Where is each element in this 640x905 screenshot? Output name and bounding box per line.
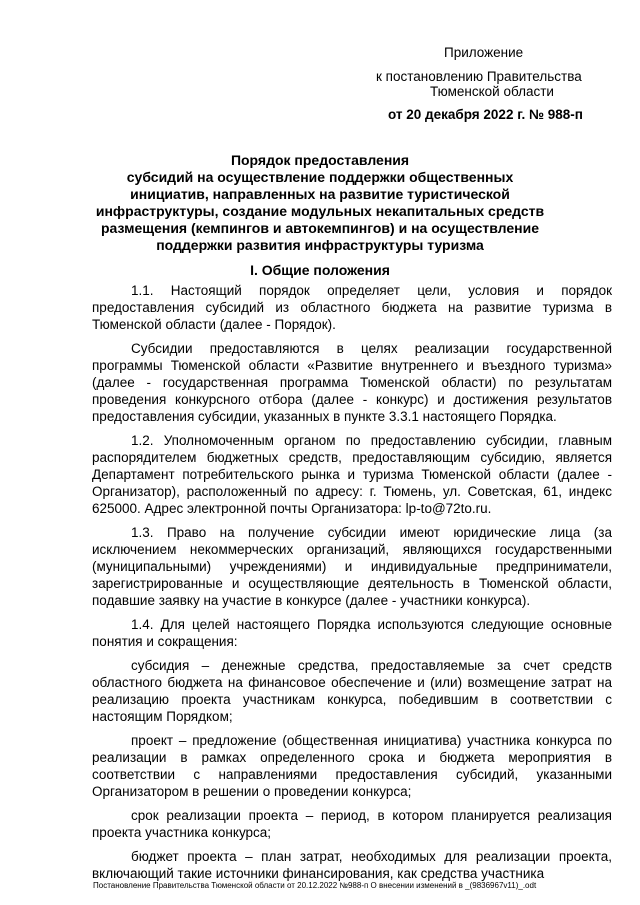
title-line-1: Порядок предоставления <box>230 152 410 168</box>
appendix-date-number: от 20 декабря 2022 г. № 988-п <box>388 107 583 122</box>
document-body <box>92 282 612 889</box>
paragraph: Субсидии предоставляются в целях реализации государственной программы Тюменской области «Развитие внутреннего и въездного туризма» (далее - государственная программа Тюменской области) по результатам проведения конкурсного отбора (далее - конкурс) и достижения результатов предоставления субсидии, указанных в пункте 3.3.1 настоящего Порядка. <box>92 341 612 424</box>
paragraph: бюджет проекта – план затрат, необходимых для реализации проекта, включающий такие источники финансирования, как средства участника <box>92 849 612 881</box>
paragraph: субсидия – денежные средства, предоставляемые за счет средств областного бюджета на финансовое обеспечение и (или) возмещение затрат на реализацию проекта участникам конкурса, победившим в соответствии с настоящим Порядком; <box>92 658 612 724</box>
document-title <box>95 152 545 254</box>
paragraph: 1.4. Для целей настоящего Порядка используются следующие основные понятия и сокращения: <box>92 617 612 649</box>
section-heading: I. Общие положения <box>250 262 390 278</box>
paragraph: 1.2. Уполномоченным органом по предоставлению субсидии, главным распорядителем бюджетных средств, предоставляющим субсидию, является Департамент потребительского рынка и туризма Тюменской области (далее - Организатор), расположенный по адресу: г. Тюмень, ул. Советская, 61, индекс 625000. Адрес электронной почты Организатора: lp-to@72to.ru. <box>92 433 612 516</box>
appendix-resolution-line: к постановлению Правительства <box>376 69 582 84</box>
document-footer: Постановление Правительства Тюменской области от 20.12.2022 №988-п О внесении изменений в _(9836967v11)_.odt <box>93 881 537 890</box>
paragraph: 1.3. Право на получение субсидии имеют юридические лица (за исключением некоммерческих организаций, являющихся государственными (муниципальными) учреждениями) и индивидуальные предприниматели, зарегистрированные и осуществляющие деятельность в Тюменской области, подавшие заявку на участие в конкурсе (далее - участники конкурса). <box>92 525 612 608</box>
paragraph: проект – предложение (общественная инициатива) участника конкурса по реализации в рамках определенного срока и бюджета мероприятия в соответствии с направлениями предоставления субсидий, указанными Организатором в решении о проведении конкурса; <box>92 733 612 799</box>
paragraph: 1.1. Настоящий порядок определяет цели, условия и порядок предоставления субсидий из областного бюджета на развитие туризма в Тюменской области (далее - Порядок). <box>92 283 612 332</box>
appendix-region-line: Тюменской области <box>430 84 554 99</box>
appendix-label: Приложение <box>444 45 524 60</box>
paragraph: срок реализации проекта – период, в котором планируется реализация проекта участника конкурса; <box>92 808 612 840</box>
title-rest: субсидий на осуществление поддержки общественных инициатив, направленных на развитие туристической инфраструктуры, создание модульных некапитальных средств размещения (кемпингов и автокемпингов) и на осуществление поддержки развития инфраструктуры туризма <box>95 169 545 253</box>
